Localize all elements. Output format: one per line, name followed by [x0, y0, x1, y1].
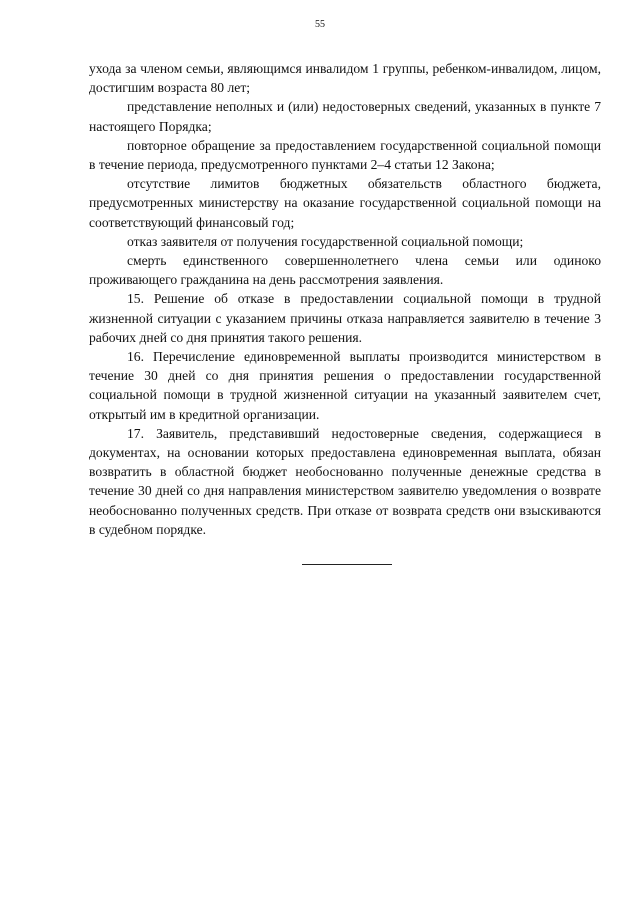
page-number: 55: [315, 19, 325, 30]
paragraph-list-item: отсутствие лимитов бюджетных обязательств областного бюджета, предусмотренных министерству на оказание государственной социальной помощи на соответствующий финансовый год;: [89, 176, 601, 230]
paragraph-clause-15: 15. Решение об отказе в предоставлении социальной помощи в трудной жизненной ситуации с указанием причины отказа направляется заявителю в течение 3 рабочих дней со дня принятия такого решения.: [89, 291, 601, 345]
paragraph-list-item: повторное обращение за предоставлением государственной социальной помощи в течение периода, предусмотренного пунктами 2–4 статьи 12 Закона;: [89, 137, 601, 173]
paragraph-list-item: отказ заявителя от получения государственной социальной помощи;: [127, 233, 524, 249]
paragraph-list-item: смерть единственного совершеннолетнего члена семьи или одиноко проживающего гражданина на день рассмотрения заявления.: [89, 253, 601, 288]
end-of-document-rule: [302, 564, 392, 565]
paragraph-clause-16: 16. Перечисление единовременной выплаты производится министерством в течение 30 дней со дня принятия решения о предоставлении государственной социальной помощи в трудной жизненной ситуации на указанный заявителем счет, открытый им в кредитной организации.: [89, 349, 601, 422]
paragraph-list-item: представление неполных и (или) недостоверных сведений, указанных в пункте 7 настоящего Порядка;: [89, 99, 601, 134]
document-body: [89, 59, 601, 539]
paragraph-clause-17: 17. Заявитель, представивший недостоверные сведения, содержащиеся в документах, на основании которых предоставлена единовременная выплата, обязан возвратить в областной бюджет необоснованно полученные денежные средства в течение 30 дней со дня направления министерством заявителю уведомления о возврате необоснованно полученных средств. При отказе от возврата средств они взыскиваются в судебном порядке.: [89, 425, 601, 537]
paragraph-continuation: ухода за членом семьи, являющимся инвалидом 1 группы, ребенком-инвалидом, лицом, достигшим возраста 80 лет;: [89, 61, 601, 96]
